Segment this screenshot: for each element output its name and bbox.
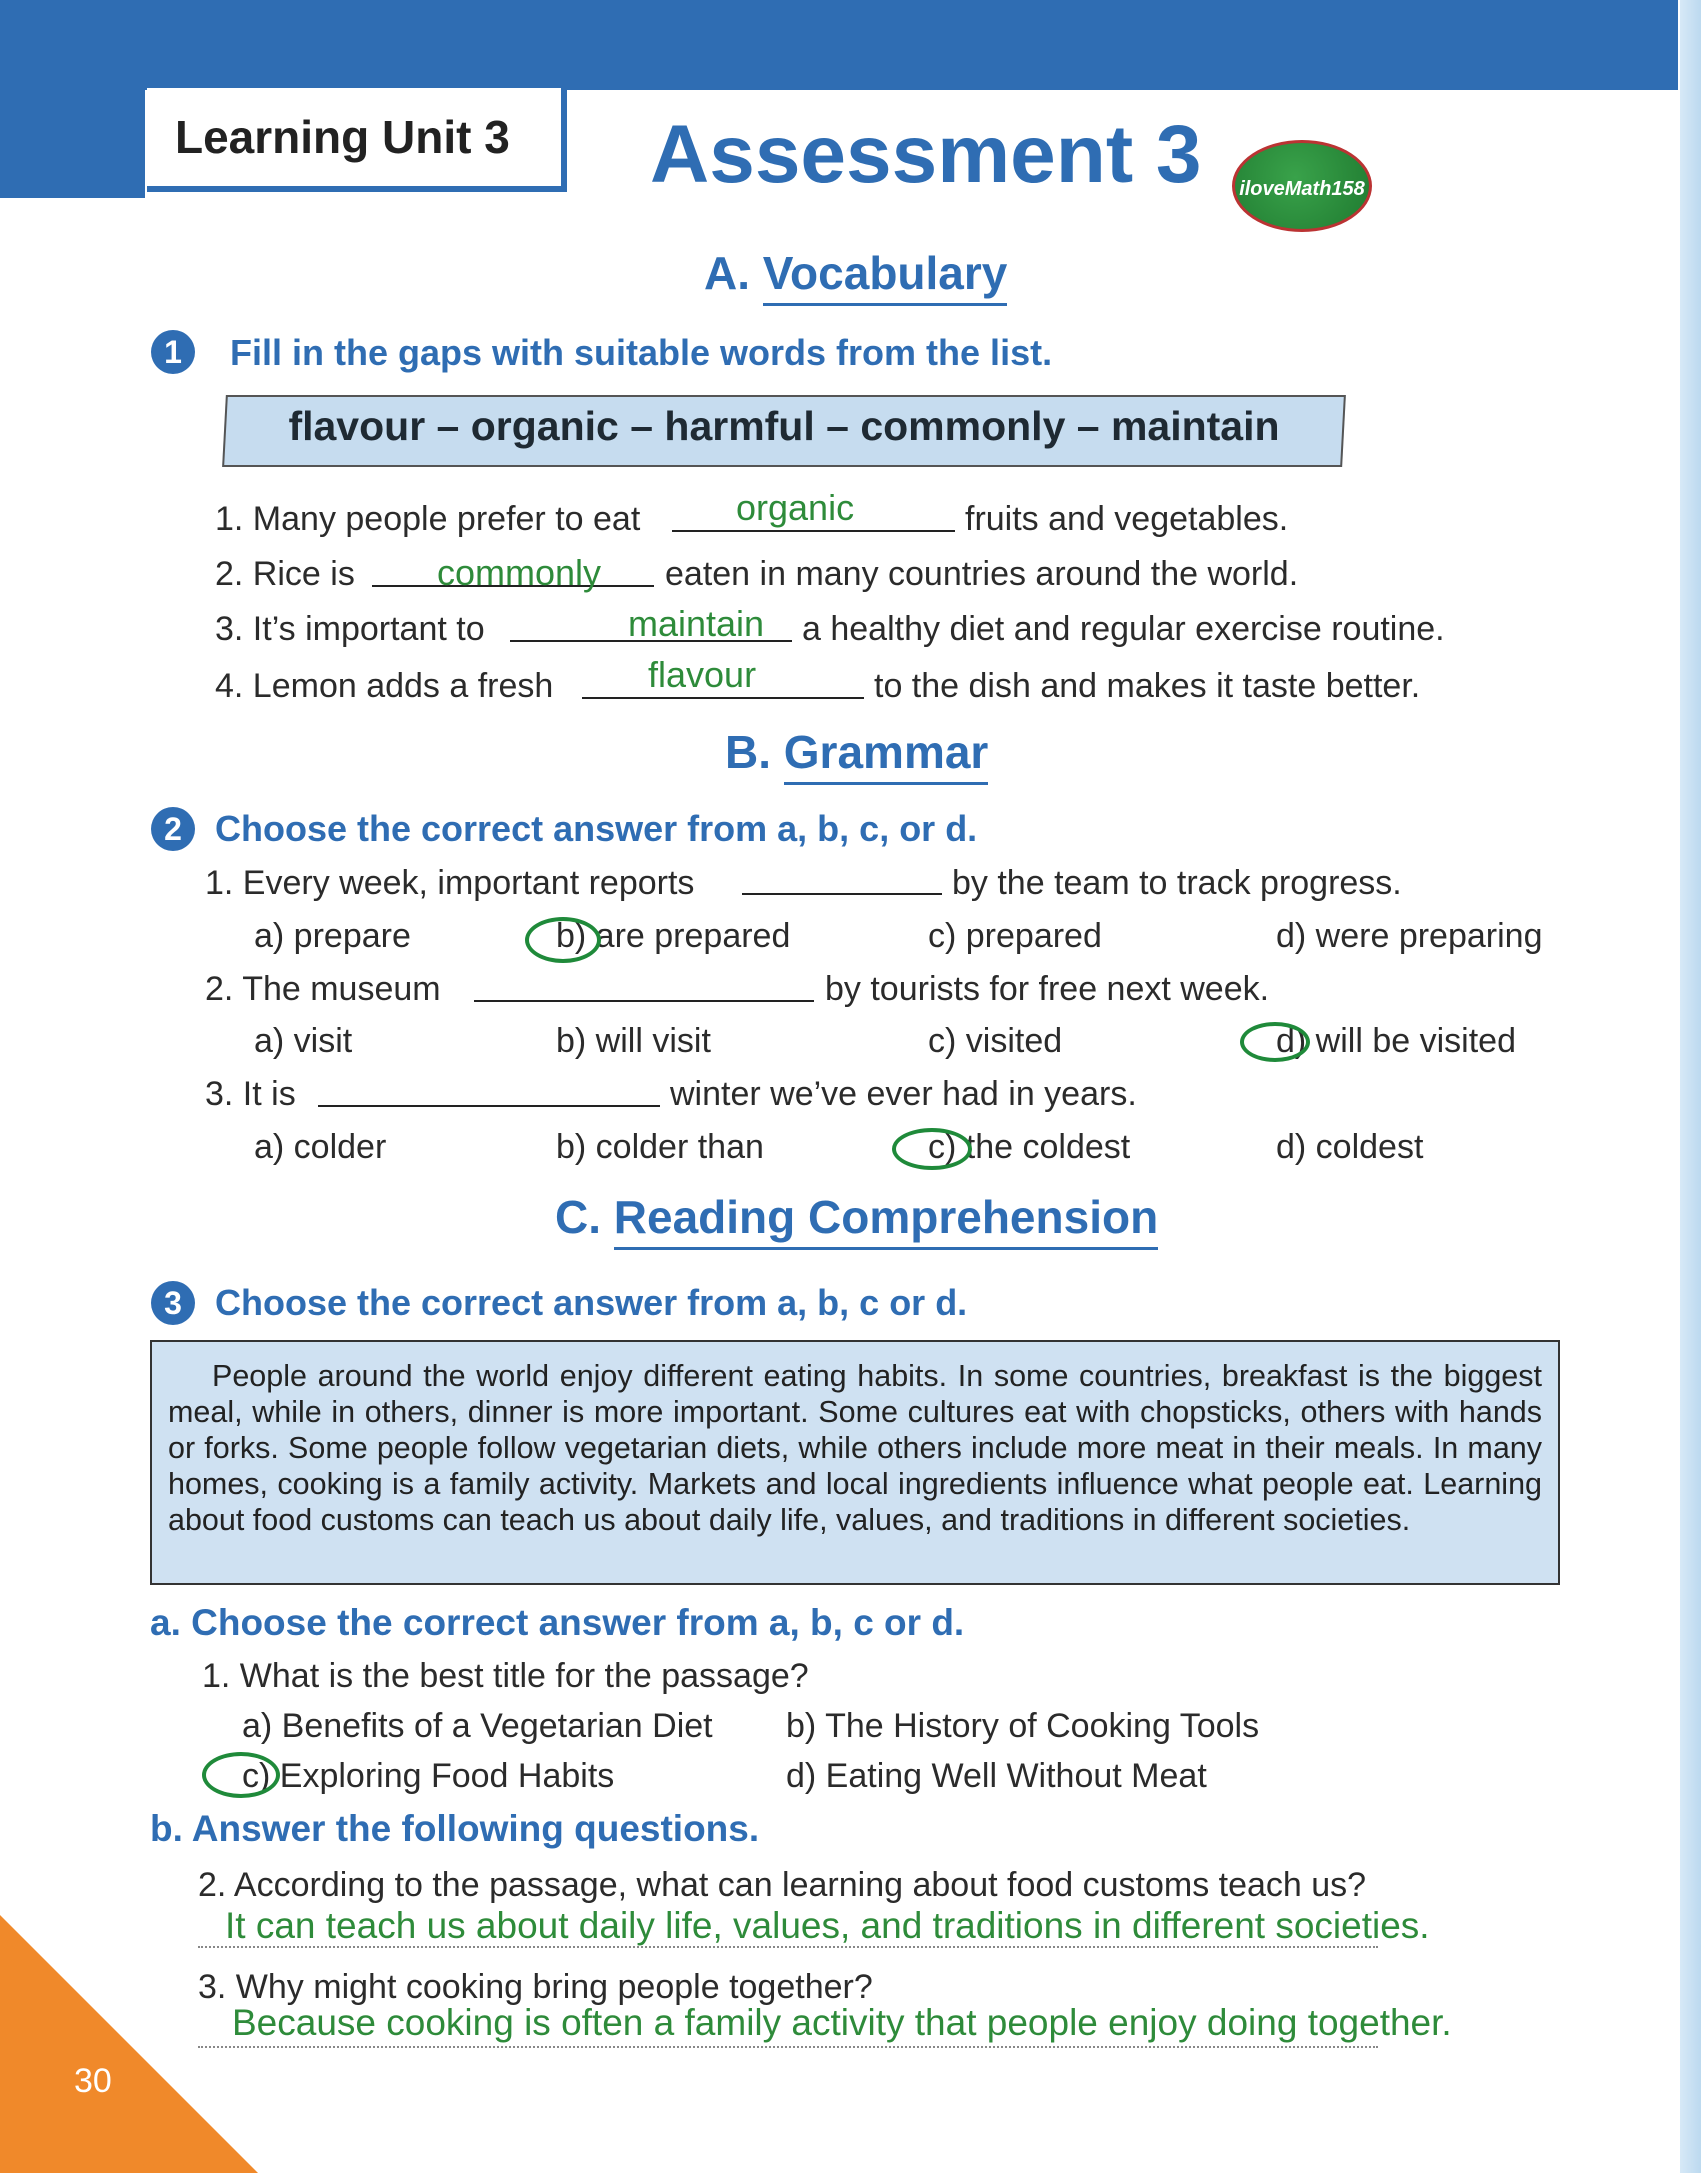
section-c-instruction: Choose the correct answer from a, b, c or d. <box>215 1282 968 1323</box>
answer-line-2[interactable] <box>198 1946 1378 1948</box>
grammar-item-1-post: by the team to track progress. <box>952 864 1402 902</box>
part-b-question-2: 2. According to the passage, what can learning about food customs teach us? <box>198 1866 1367 1904</box>
grammar-item-3-option-b[interactable]: b) colder than <box>556 1128 764 1166</box>
grammar-item-2-option-d[interactable]: d) will be visited <box>1276 1022 1516 1060</box>
part-b-answer-3: Because cooking is often a family activity that people enjoy doing together. <box>232 2002 1452 2043</box>
left-banner <box>0 90 145 198</box>
grammar-item-2-option-b[interactable]: b) will visit <box>556 1022 711 1060</box>
part-a-option-d[interactable]: d) Eating Well Without Meat <box>786 1757 1207 1795</box>
part-b-answer-2: It can teach us about daily life, values, and traditions in different societies. <box>225 1905 1430 1946</box>
grammar-item-2-option-a[interactable]: a) visit <box>254 1022 353 1060</box>
page-corner-decoration <box>0 1915 258 2173</box>
grammar-item-3-pre: 3. It is <box>205 1075 296 1113</box>
brand-logo <box>1232 140 1372 232</box>
unit-label: Learning Unit 3 <box>175 111 510 163</box>
word-bank: flavour – organic – harmful – commonly – maintain <box>288 403 1280 449</box>
section-a-instruction: Fill in the gaps with suitable words from the list. <box>230 332 1053 373</box>
vocab-item-3-post: a healthy diet and regular exercise routine. <box>802 610 1445 648</box>
part-b-heading: b. Answer the following questions. <box>150 1808 760 1849</box>
section-a-title: Vocabulary <box>763 247 1008 306</box>
reading-passage <box>150 1340 1560 1585</box>
part-a-option-a[interactable]: a) Benefits of a Vegetarian Diet <box>242 1707 713 1745</box>
grammar-item-3-option-c[interactable]: c) the coldest <box>928 1128 1131 1166</box>
logo-text: iloveMath158 <box>1239 178 1365 200</box>
grammar-item-3-option-d[interactable]: d) coldest <box>1276 1128 1424 1166</box>
selected-answer-circle <box>1240 1022 1310 1062</box>
vocab-item-3-answer: maintain <box>628 603 765 644</box>
section-b-title: Grammar <box>784 726 989 785</box>
grammar-item-2-option-c[interactable]: c) visited <box>928 1022 1063 1060</box>
vocab-item-1-answer: organic <box>736 487 855 528</box>
grammar-item-3-blank[interactable] <box>318 1105 660 1107</box>
grammar-item-1-option-d[interactable]: d) were preparing <box>1276 917 1543 955</box>
question-number-1: 1 <box>151 330 195 374</box>
question-number-3: 3 <box>151 1281 195 1325</box>
vocab-item-2-pre: 2. Rice is <box>215 555 355 593</box>
question-number-2: 2 <box>151 807 195 851</box>
selected-answer-circle <box>202 1752 280 1798</box>
part-a-option-c[interactable]: c) Exploring Food Habits <box>242 1757 615 1795</box>
vocab-item-4-post: to the dish and makes it taste better. <box>874 667 1421 705</box>
page-title: Assessment 3 <box>650 109 1202 200</box>
grammar-item-1-pre: 1. Every week, important reports <box>205 864 695 902</box>
grammar-item-1-option-b[interactable]: b) are prepared <box>556 917 791 955</box>
unit-label-box <box>147 88 567 192</box>
section-c-title: Reading Comprehension <box>614 1191 1158 1250</box>
top-banner <box>0 0 1678 90</box>
vocab-item-1-post: fruits and vegetables. <box>965 500 1289 538</box>
vocab-item-4-answer: flavour <box>648 654 757 695</box>
section-c-heading <box>555 1190 1158 1244</box>
part-a-question: 1. What is the best title for the passage? <box>202 1657 809 1695</box>
vocab-item-4-pre: 4. Lemon adds a fresh <box>215 667 554 705</box>
part-b-question-3: 3. Why might cooking bring people together? <box>198 1968 873 2006</box>
reading-passage-text: People around the world enjoy different eating habits. In some countries, breakfast is the biggest meal, while in others, dinner is more important. Some cultures eat with chopsticks, others with hands or forks. Some people follow vegetarian diets, while others include more meat in their meals. In many homes, cooking is a family activity. Markets and local ingredients influence what people eat. Learning about food customs can teach us about daily life, values, and traditions in different societies. <box>168 1359 1542 1537</box>
part-a-option-b[interactable]: b) The History of Cooking Tools <box>786 1707 1260 1745</box>
vocab-item-2-answer: commonly <box>437 552 602 593</box>
part-a-heading: a. Choose the correct answer from a, b, c or d. <box>150 1602 965 1643</box>
section-b-letter: B. <box>725 726 771 778</box>
grammar-item-2-post: by tourists for free next week. <box>825 970 1270 1008</box>
section-a-heading <box>704 246 1007 300</box>
grammar-item-1-option-c[interactable]: c) prepared <box>928 917 1102 955</box>
grammar-item-3-option-a[interactable]: a) colder <box>254 1128 387 1166</box>
grammar-item-2-blank[interactable] <box>474 1000 814 1002</box>
grammar-item-1-blank[interactable] <box>742 893 942 895</box>
grammar-item-1-option-a[interactable]: a) prepare <box>254 917 411 955</box>
selected-answer-circle <box>892 1128 972 1170</box>
page-edge-decoration <box>1680 0 1701 2173</box>
vocab-item-1-pre: 1. Many people prefer to eat <box>215 500 641 538</box>
grammar-item-2-pre: 2. The museum <box>205 970 441 1008</box>
vocab-item-3-pre: 3. It’s important to <box>215 610 485 648</box>
vocab-item-4-blank[interactable] <box>582 697 864 699</box>
selected-answer-circle <box>525 917 601 963</box>
page-number: 30 <box>74 2062 112 2100</box>
section-a-letter: A. <box>704 247 750 299</box>
answer-line-3[interactable] <box>198 2046 1378 2048</box>
vocab-item-2-post: eaten in many countries around the world. <box>665 555 1299 593</box>
section-c-letter: C. <box>555 1191 601 1243</box>
section-b-heading <box>725 725 988 779</box>
section-b-instruction: Choose the correct answer from a, b, c, or d. <box>215 808 978 849</box>
vocab-item-1-blank[interactable] <box>672 530 955 532</box>
grammar-item-3-post: winter we’ve ever had in years. <box>670 1075 1137 1113</box>
